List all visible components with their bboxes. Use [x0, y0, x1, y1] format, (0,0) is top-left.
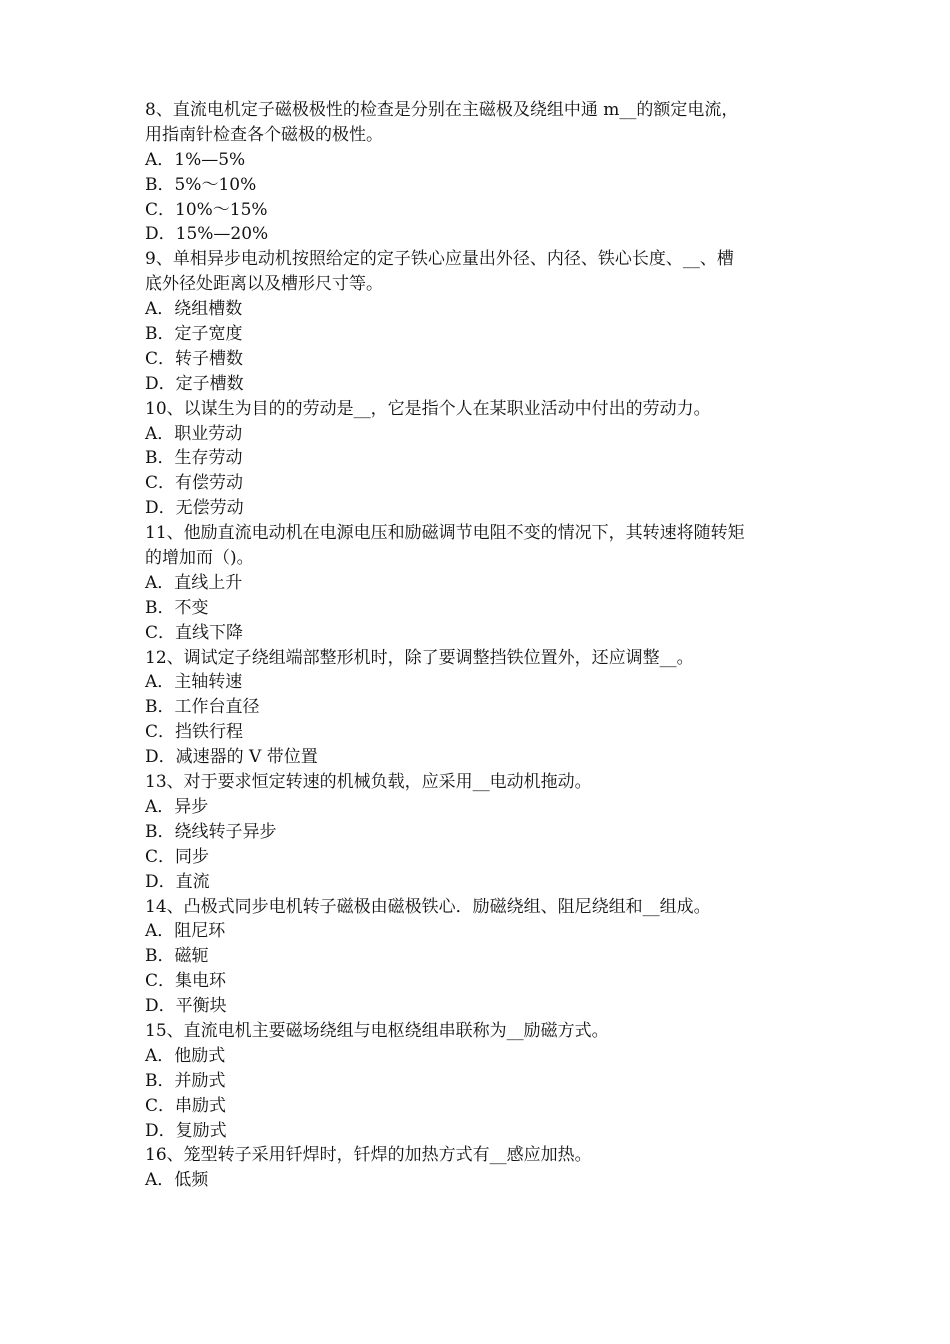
question-14 [145, 895, 815, 1019]
question-13 [145, 770, 815, 894]
option-b: B．磁轭 [145, 946, 209, 967]
option-d: D．平衡块 [145, 996, 227, 1017]
option-d: D．直流 [145, 871, 210, 892]
option-a: A．低频 [145, 1170, 209, 1191]
question-text: 底外径处距离以及槽形尺寸等。 [145, 274, 383, 295]
option-b: B．工作台直径 [145, 697, 260, 718]
question-text: 10、以谋生为目的的劳动是__，它是指个人在某职业活动中付出的劳动力。 [145, 398, 711, 419]
question-text: 14、凸极式同步电机转子磁极由磁极铁心．励磁绕组、阻尼绕组和__组成。 [145, 896, 711, 917]
question-text: 8、直流电机定子磁极极性的检查是分别在主磁极及绕组中通 m__的额定电流， [145, 100, 739, 120]
option-c: C．转子槽数 [145, 348, 244, 369]
option-d: D．15%—20% [145, 224, 269, 245]
question-10 [145, 397, 815, 521]
option-a: A．他励式 [145, 1045, 226, 1066]
option-a: A．直线上升 [145, 572, 243, 593]
question-12 [145, 646, 815, 770]
question-text: 用指南针检查各个磁极的极性。 [145, 124, 383, 145]
question-text: 9、单相异步电动机按照给定的定子铁心应量出外径、内径、铁心长度、__、槽 [145, 249, 734, 270]
question-16 [145, 1143, 815, 1193]
option-d: D．复励式 [145, 1120, 227, 1141]
option-c: C．直线下降 [145, 622, 244, 643]
option-b: B．定子宽度 [145, 324, 243, 345]
option-c: C．挡铁行程 [145, 722, 244, 743]
question-text: 16、笼型转子采用钎焊时，钎焊的加热方式有__感应加热。 [145, 1145, 592, 1166]
question-text: 13、对于要求恒定转速的机械负载，应采用__电动机拖动。 [145, 772, 592, 793]
document-page [145, 98, 815, 1193]
option-a: A．阻尼环 [145, 921, 226, 942]
option-a: A．主轴转速 [145, 672, 243, 693]
option-a: A．绕组槽数 [145, 299, 243, 320]
option-b: B．5%～10% [145, 174, 257, 195]
question-text: 的增加而（)。 [145, 548, 254, 569]
question-text: 11、他励直流电动机在电源电压和励磁调节电阻不变的情况下，其转速将随转矩 [145, 523, 745, 544]
option-b: B．生存劳动 [145, 448, 243, 469]
option-c: C．串励式 [145, 1095, 227, 1116]
option-b: B．不变 [145, 597, 209, 618]
option-d: D．定子槽数 [145, 373, 244, 394]
question-15 [145, 1019, 815, 1143]
question-text: 12、调试定子绕组端部整形机时，除了要调整挡铁位置外，还应调整__。 [145, 647, 694, 668]
question-11 [145, 521, 815, 645]
option-c: C．有偿劳动 [145, 473, 244, 494]
option-a: A．1%—5% [145, 149, 246, 170]
option-c: C．同步 [145, 846, 210, 867]
option-d: D．减速器的 V 带位置 [145, 747, 318, 768]
option-a: A．异步 [145, 796, 209, 817]
option-a: A．职业劳动 [145, 423, 243, 444]
option-c: C．10%～15% [145, 199, 268, 220]
option-d: D．无偿劳动 [145, 498, 244, 519]
question-text: 15、直流电机主要磁场绕组与电枢绕组串联称为__励磁方式。 [145, 1020, 609, 1041]
option-b: B．绕线转子异步 [145, 821, 277, 842]
question-9 [145, 247, 815, 396]
option-c: C．集电环 [145, 971, 227, 992]
question-8 [145, 98, 815, 247]
option-b: B．并励式 [145, 1070, 226, 1091]
